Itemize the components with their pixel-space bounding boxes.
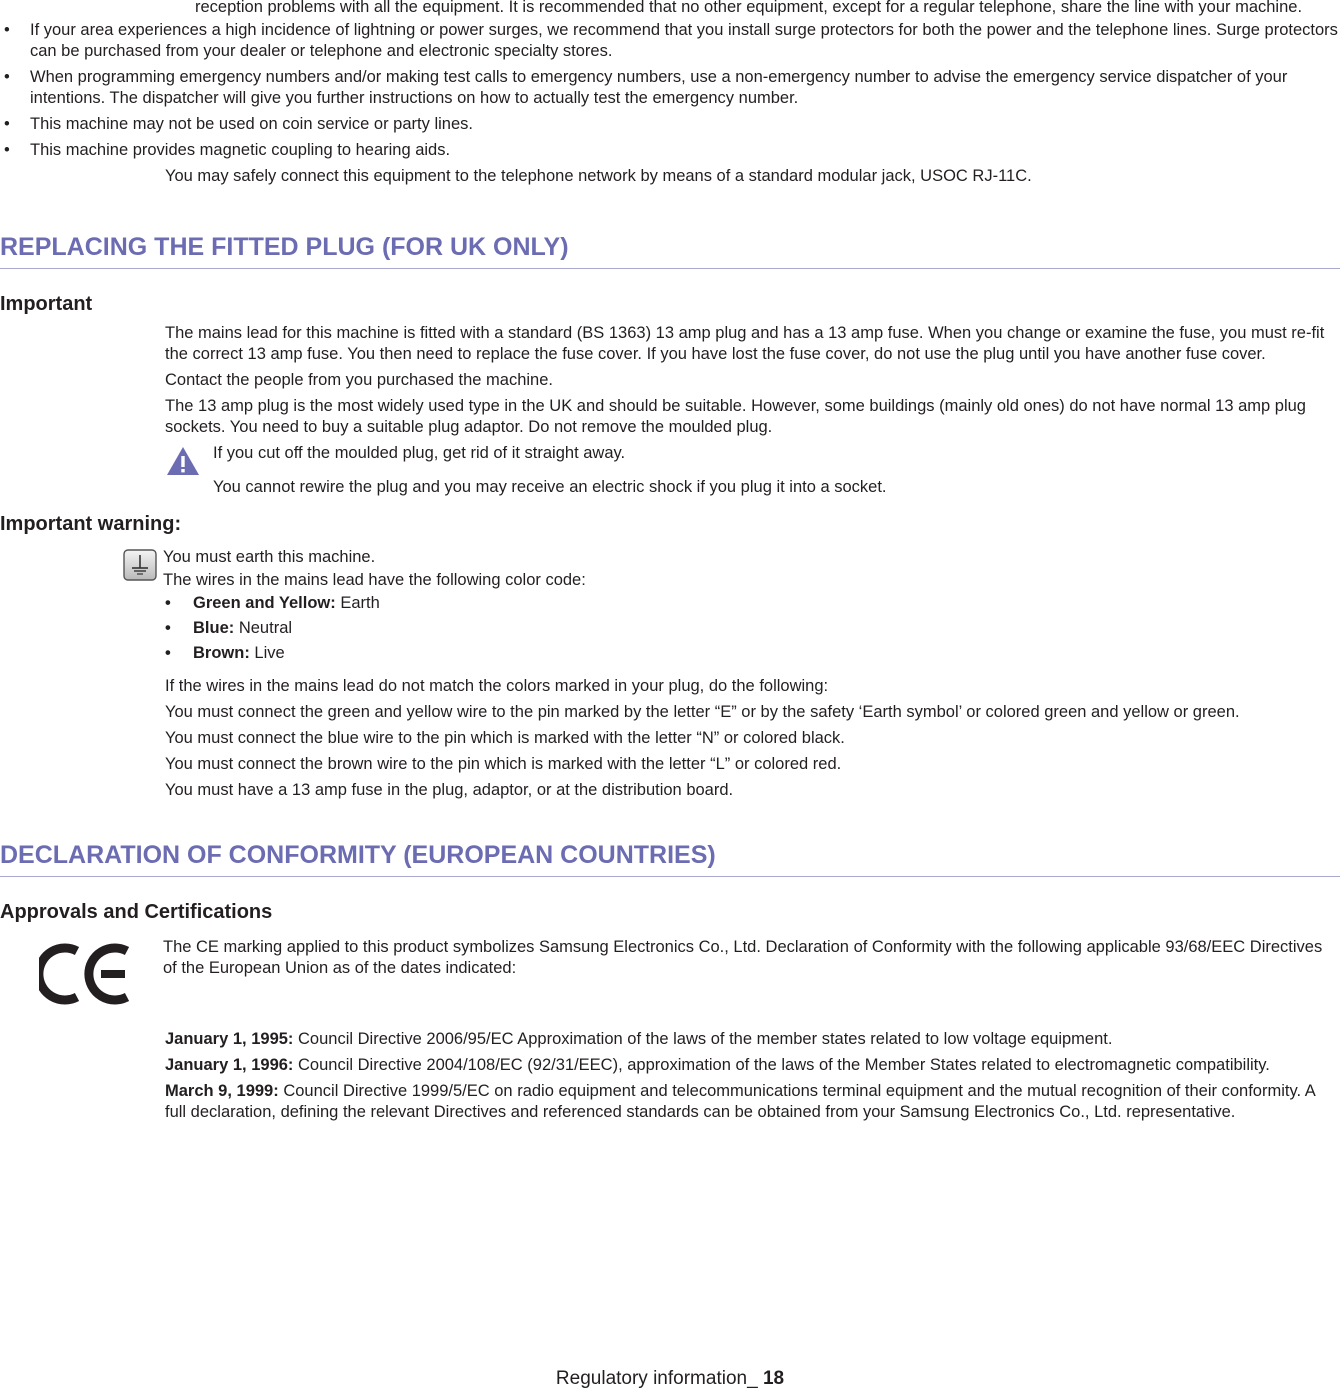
color-intro: The wires in the mains lead have the following color code: — [163, 571, 586, 589]
directive-item: January 1, 1996: Council Directive 2004/108/EC (92/31/EEC), approximation of the laws of the Member States related to electromagnetic compatibility. — [165, 1056, 1270, 1074]
bullet-icon: • — [165, 594, 171, 612]
instruction: You must connect the brown wire to the pin which is marked with the letter “L” or colored red. — [165, 755, 842, 773]
earth-line: You must earth this machine. — [163, 548, 376, 566]
directive-item: January 1, 1995: Council Directive 2006/95/EC Approximation of the laws of the member states related to low voltage equipment. — [165, 1030, 1113, 1048]
footer-separator: _ — [747, 1368, 763, 1389]
list-item: • Brown: Live — [165, 644, 285, 662]
section-heading-conformity: DECLARATION OF CONFORMITY (EUROPEAN COUNTRIES) — [0, 840, 1340, 877]
caution-line: If you cut off the moulded plug, get rid of it straight away. — [213, 444, 626, 462]
instruction: You must have a 13 amp fuse in the plug, adaptor, or at the distribution board. — [165, 781, 734, 799]
list-item: • This machine provides magnetic coupling to hearing aids. — [4, 141, 451, 159]
list-item: • When programming emergency numbers and/or making test calls to emergency numbers, use a non-emergency number to advise the emergency service dispatcher of your intentions. The dispatcher will give you further instructions on how to actually test the emergency number. — [4, 68, 1288, 107]
conformity-section — [0, 840, 1340, 1123]
caution-note — [165, 443, 1334, 498]
intro-section — [0, 0, 1340, 187]
note-icon — [123, 549, 157, 587]
caution-triangle-icon — [165, 445, 201, 483]
earth-note — [163, 547, 1340, 591]
instruction: You must connect the blue wire to the pin which is marked with the letter “N” or colored black. — [165, 729, 845, 747]
important-title: Important — [0, 293, 93, 315]
ce-mark-logo — [39, 941, 135, 1013]
wire-color-list — [165, 593, 1340, 664]
directive-item: March 9, 1999: Council Directive 1999/5/EC on radio equipment and telecommunications terminal equipment and the mutual recognition of their conformity. A full declaration, defining the relevant Directives and referenced standards can be obtained from your Samsung Electronics Co., Ltd. representative. — [165, 1082, 1315, 1121]
bullet-icon: • — [4, 141, 10, 159]
list-item: • Green and Yellow: Earth — [165, 594, 380, 612]
intro-bullet-list — [0, 20, 1340, 161]
bullet-icon: • — [4, 68, 10, 86]
important-warning-title: Important warning: — [0, 513, 182, 535]
instruction: You must connect the green and yellow wire to the pin marked by the letter “E” or by the safety ‘Earth symbol’ or colored green and yellow or green. — [165, 703, 1240, 721]
ce-text: The CE marking applied to this product symbolizes Samsung Electronics Co., Ltd. Declaration of Conformity with the following applicable 93/68/EEC Directives of the European Union as of the dates indicated: — [163, 938, 1323, 977]
uk-paragraph: The mains lead for this machine is fitted with a standard (BS 1363) 13 amp plug and has a 13 amp fuse. When you change or examine the fuse, you must re-fit the correct 13 amp fuse. You then need to replace the fuse cover. If you have lost the fuse cover, do not use the plug until you have another fuse cover. — [165, 324, 1325, 363]
list-item: • Blue: Neutral — [165, 619, 293, 637]
bullet-icon: • — [4, 21, 10, 39]
list-item: • This machine may not be used on coin service or party lines. — [4, 115, 473, 133]
intro-closing: You may safely connect this equipment to the telephone network by means of a standard modular jack, USOC RJ-11C. — [165, 167, 1032, 185]
intro-continuation: reception problems with all the equipment. It is recommended that no other equipment, except for a regular telephone, share the line with your machine. — [195, 0, 1303, 16]
bullet-icon: • — [165, 644, 171, 662]
list-item: • If your area experiences a high incidence of lightning or power surges, we recommend that you install surge protectors for both the power and the telephone lines. Surge protectors can be purchased from your dealer or telephone and electronic specialty stores. — [4, 21, 1338, 60]
approvals-title: Approvals and Certifications — [0, 901, 273, 923]
ce-block — [163, 937, 1334, 1017]
bullet-icon: • — [4, 115, 10, 133]
page-number: 18 — [762, 1368, 785, 1389]
caution-line: You cannot rewire the plug and you may receive an electric shock if you plug it into a socket. — [213, 478, 887, 496]
bullet-icon: • — [165, 619, 171, 637]
instruction: If the wires in the mains lead do not match the colors marked in your plug, do the following: — [165, 677, 829, 695]
section-heading-uk-plug: REPLACING THE FITTED PLUG (FOR UK ONLY) — [0, 232, 1340, 269]
uk-paragraph: The 13 amp plug is the most widely used type in the UK and should be suitable. However, some buildings (mainly old ones) do not have normal 13 amp plug sockets. You need to buy a suitable plug adaptor. Do not remove the moulded plug. — [165, 397, 1306, 436]
uk-paragraph: Contact the people from you purchased the machine. — [165, 371, 553, 389]
footer-label: Regulatory information — [555, 1368, 748, 1389]
uk-plug-section — [0, 232, 1340, 801]
page-footer — [0, 1367, 1340, 1391]
